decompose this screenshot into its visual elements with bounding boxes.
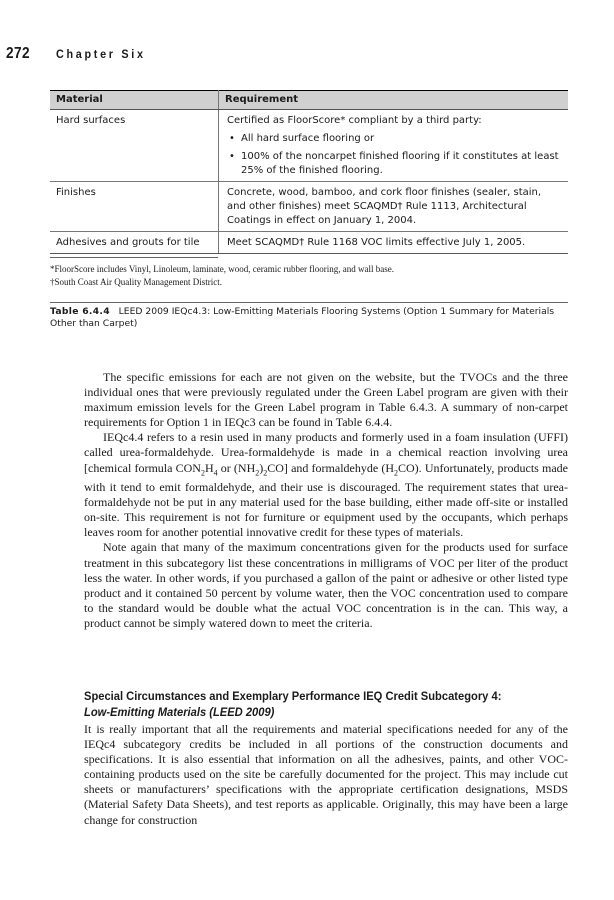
table-cell-requirement: Concrete, wood, bamboo, and cork floor finishes (sealer, stain, and other finishes) meet SCAQMD† Rule 1113, Architectural Coatings in effect on January 1, 2004. (219, 182, 569, 232)
footnote-scaqmd: †South Coast Air Quality Management District. (50, 277, 222, 287)
requirements-table (50, 90, 568, 254)
list-item (227, 150, 562, 178)
bullet-text: All hard surface flooring or (241, 133, 375, 144)
table-cell-requirement (219, 110, 569, 182)
table-cell-requirement: Meet SCAQMD† Rule 1168 VOC limits effective July 1, 2005. (219, 232, 569, 254)
table-cell-material: Finishes (50, 182, 219, 232)
table-cell-material: Hard surfaces (50, 110, 219, 182)
table-row (50, 232, 568, 254)
table-header-material: Material (50, 91, 219, 110)
body-paragraph: The specific emissions for each are not given on the website, but the TVOCs and the three individual ones that were previously regulated under the Green Label program are given with their maximum emission levels for the Green Label program in Table 6.4.3. A summary of non-carpet requirements for Option 1 in IEQc3 can be found in Table 6.4.4. (84, 370, 568, 430)
body-paragraph: Note again that many of the maximum concentrations given for the products used for surface treatment in this subcategory list these concentrations in milligrams of VOC per liter of the product less the water. In other words, if you purchased a gallon of the paint or adhesive or other listed type product and it contained 50 percent by volume water, then the VOC concentration used to compare to the standard would be double what the actual VOC concentration is in the can. This way, a product cannot be simply watered down to meet the criteria. (84, 540, 568, 630)
page-number: 272 (6, 45, 30, 62)
table-header-row (50, 91, 568, 110)
table-caption-text: LEED 2009 IEQc4.3: Low-Emitting Materials Flooring Systems (Option 1 Summary for Materials Other than Carpet) (50, 306, 555, 329)
list-item (227, 132, 562, 146)
bullet-icon: • (229, 133, 235, 144)
section-heading: Special Circumstances and Exemplary Performance IEQ Credit Subcategory 4: (84, 689, 502, 703)
table-row (50, 110, 568, 182)
section-body (84, 722, 568, 828)
footnote-divider (50, 257, 218, 258)
section-subheading: Low-Emitting Materials (LEED 2009) (84, 705, 275, 719)
footnote-floorscore: *FloorScore includes Vinyl, Linoleum, laminate, wood, ceramic rubber flooring, and wall base. (50, 264, 394, 274)
table-row (50, 182, 568, 232)
body-paragraph: IEQc4.4 refers to a resin used in many products and formerly used in a foam insulation (UFFI) called urea-formaldehyde. Urea-formaldehyde is made in a chemical reaction involving urea [chemical formula $CON_2H_4$ or $(NH_2)_2CO$] and formaldehyde $(H_2CO)$. Unfortunately, products made with it tend to emit formaldehyde, and their use is discouraged. The requirement states that urea-formaldehyde not be put in any material used for the base building, either made off-site or installed on-site. This requirement is not for furniture or equipment used by the occupants, which perhaps leaves room for another potential innovative credit for these types of materials. (84, 430, 568, 540)
chapter-title: Chapter Six (56, 47, 146, 61)
table-cell-material: Adhesives and grouts for tile (50, 232, 219, 254)
body-paragraphs (84, 370, 568, 631)
caption-divider (50, 302, 568, 303)
bullet-icon: • (229, 151, 235, 162)
table-caption-label: Table 6.4.4 (50, 306, 110, 317)
requirement-text: Certified as FloorScore* compliant by a third party: (227, 115, 482, 126)
table-caption (50, 306, 560, 330)
table-header-requirement: Requirement (219, 91, 569, 110)
body-paragraph: It is really important that all the requirements and material specifications needed for any of the IEQc4 subcategory credits be included in all portions of the construction documents and specifications. It is also essential that information on all the adhesives, paints, and other VOC-containing products used on the site be carefully documented for the project. This may include cut sheets or manufacturers’ specifications with the appropriate certification designations, MSDS (Material Safety Data Sheets), and test reports as applicable. Originally, this may have been a large change for construction (84, 722, 568, 827)
bullet-text: 100% of the noncarpet finished flooring if it constitutes at least 25% of the finished flooring. (241, 151, 559, 176)
